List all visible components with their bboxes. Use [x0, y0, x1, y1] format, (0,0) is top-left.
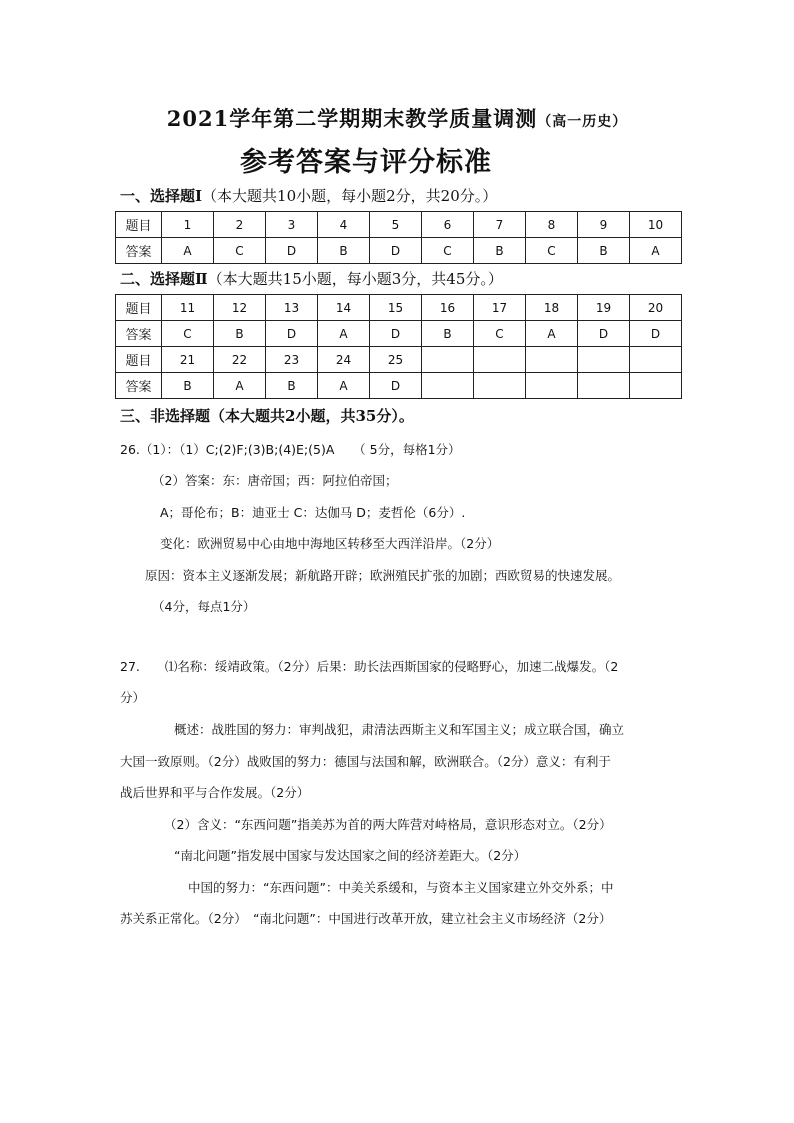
q27-line-6: （2）含义：“东西问题”指美苏为首的两大阵营对峙格局，意识形态对立。（2分） [164, 817, 612, 832]
question-number-cell: 6 [422, 212, 474, 238]
q27-line-7: “南北问题”指发展中国家与发达国家之间的经济差距大。（2分） [174, 848, 527, 863]
answer-cell: B [266, 373, 318, 399]
q26-line-3: A；哥伦布；B：迪亚士 C：达伽马 D；麦哲伦（6分）. [160, 505, 466, 520]
question-number-cell: 21 [162, 347, 214, 373]
answer-cell: B [318, 238, 370, 264]
answer-cell: B [422, 321, 474, 347]
question-number-cell: 25 [370, 347, 422, 373]
answer-cell: A [214, 373, 266, 399]
table-row [116, 347, 682, 373]
section2-note: （本大题共15小题，每小题3分，共45分。） [207, 270, 503, 288]
answer-cell: C [162, 321, 214, 347]
q26-line-5: 原因：资本主义逐渐发展；新航路开辟；欧洲殖民扩张的加剧；西欧贸易的快速发展。 [145, 568, 621, 583]
q27-line-2: 分） [120, 690, 146, 705]
question-number-cell [422, 347, 474, 373]
section2-heading [120, 268, 503, 289]
row-label-question: 题目 [116, 212, 162, 238]
answer-cell [422, 373, 474, 399]
section1-heading [120, 185, 497, 206]
answer-cell: B [578, 238, 630, 264]
answer-cell: C [474, 321, 526, 347]
row-label-question: 题目 [116, 347, 162, 373]
document-subtitle: 参考答案与评分标准 [240, 147, 492, 178]
answer-cell [526, 373, 578, 399]
section1-note: （本大题共10小题，每小题2分，共20分。） [202, 187, 498, 205]
answer-cell: A [318, 321, 370, 347]
answer-cell [474, 373, 526, 399]
answer-cell [578, 373, 630, 399]
question-number-cell [526, 347, 578, 373]
section3-heading [120, 405, 414, 426]
question-number-cell [578, 347, 630, 373]
row-label-answer: 答案 [116, 373, 162, 399]
q26-line-1: 26.（1）：（1）C;(2)F;(3)B;(4)E;(5)A （ 5分，每格1分） [120, 442, 461, 457]
question-number-cell: 9 [578, 212, 630, 238]
question-number-cell: 10 [630, 212, 682, 238]
answer-cell: D [370, 238, 422, 264]
question-number-cell: 12 [214, 295, 266, 321]
section3-note: （本大题共2小题，共35分）。 [210, 407, 414, 425]
section1-title: 一、选择题Ⅰ [120, 187, 203, 205]
question-number-cell: 24 [318, 347, 370, 373]
answer-cell: B [474, 238, 526, 264]
answer-cell: D [266, 238, 318, 264]
answer-cell: B [162, 373, 214, 399]
question-number-cell: 23 [266, 347, 318, 373]
q26-line-2: （2）答案：东：唐帝国；西：阿拉伯帝国； [152, 473, 398, 488]
question-number-cell [630, 347, 682, 373]
question-number-cell: 4 [318, 212, 370, 238]
q27-line-5: 战后世界和平与合作发展。（2分） [120, 785, 310, 800]
question-number-cell: 19 [578, 295, 630, 321]
row-label-question: 题目 [116, 295, 162, 321]
answer-cell: A [162, 238, 214, 264]
q27-line-4: 大国一致原则。（2分）战败国的努力：德国与法国和解，欧洲联合。（2分）意义：有利于 [120, 754, 611, 769]
question-number-cell: 17 [474, 295, 526, 321]
row-label-answer: 答案 [116, 238, 162, 264]
answer-cell: A [526, 321, 578, 347]
question-number-cell: 18 [526, 295, 578, 321]
answer-cell: C [214, 238, 266, 264]
answer-cell: D [630, 321, 682, 347]
q26-line-6: （4分，每点1分） [152, 599, 256, 614]
question-number-cell: 1 [162, 212, 214, 238]
answer-cell: C [526, 238, 578, 264]
title-main: 2021学年第二学期期末教学质量调测 [166, 106, 538, 131]
q27-line-1: 27. ⑴名称：绥靖政策。（2分）后果：助长法西斯国家的侵略野心，加速二战爆发。（2 [120, 659, 619, 674]
answer-cell: C [422, 238, 474, 264]
table-row [116, 373, 682, 399]
question-number-cell: 5 [370, 212, 422, 238]
document-title [0, 103, 794, 133]
title-subject: （高一历史） [537, 114, 628, 130]
question-number-cell: 15 [370, 295, 422, 321]
table-row [116, 212, 682, 238]
q27-line-8: 中国的努力：“东西问题”：中美关系缓和，与资本主义国家建立外交外系；中 [188, 880, 614, 895]
answer-cell [630, 373, 682, 399]
answer-cell: A [630, 238, 682, 264]
row-label-answer: 答案 [116, 321, 162, 347]
section3-title: 三、非选择题 [120, 407, 211, 425]
section1-answer-table [115, 211, 682, 264]
answer-cell: A [318, 373, 370, 399]
answer-cell: D [266, 321, 318, 347]
question-number-cell: 11 [162, 295, 214, 321]
question-number-cell: 8 [526, 212, 578, 238]
section2-answer-table [115, 294, 682, 399]
question-number-cell: 3 [266, 212, 318, 238]
table-row [116, 295, 682, 321]
q27-line-3: 概述：战胜国的努力：审判战犯，肃清法西斯主义和军国主义；成立联合国，确立 [174, 722, 625, 737]
q26-line-4: 变化：欧洲贸易中心由地中海地区转移至大西洋沿岸。（2分） [160, 536, 500, 551]
table-row [116, 321, 682, 347]
q27-line-9: 苏关系正常化。（2分） “南北问题”：中国进行改革开放，建立社会主义市场经济（2分） [120, 911, 612, 926]
question-number-cell: 2 [214, 212, 266, 238]
question-number-cell: 16 [422, 295, 474, 321]
question-number-cell: 22 [214, 347, 266, 373]
table-row [116, 238, 682, 264]
answer-cell: D [578, 321, 630, 347]
answer-cell: D [370, 373, 422, 399]
section2-title: 二、选择题Ⅱ [120, 270, 208, 288]
answer-cell: B [214, 321, 266, 347]
answer-cell: D [370, 321, 422, 347]
question-number-cell: 20 [630, 295, 682, 321]
question-number-cell: 13 [266, 295, 318, 321]
question-number-cell: 14 [318, 295, 370, 321]
question-number-cell [474, 347, 526, 373]
question-number-cell: 7 [474, 212, 526, 238]
